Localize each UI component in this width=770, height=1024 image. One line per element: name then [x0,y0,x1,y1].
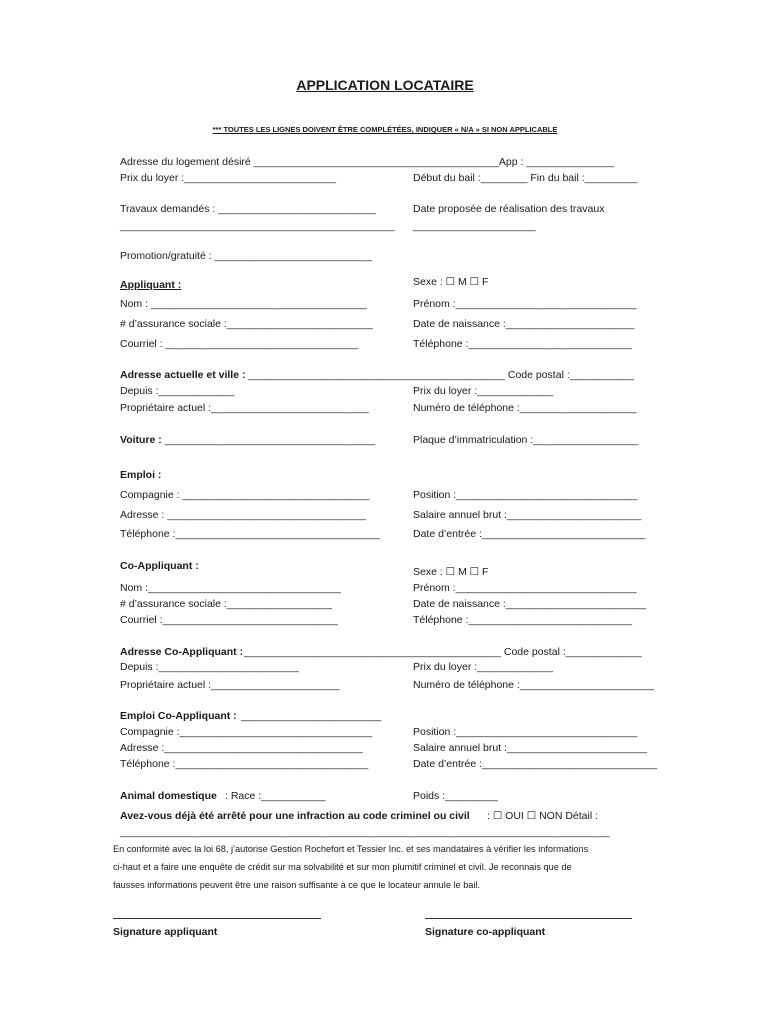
plaque-field[interactable]: Plaque d’immatriculation :__________________ [413,434,639,446]
co-emploi-field[interactable]: ________________________ [241,710,382,722]
depuis-field[interactable]: Depuis :_____________ [120,385,235,397]
co-nom-field[interactable]: Nom :_________________________________ [120,582,341,594]
appliquant-courriel-field[interactable]: Courriel : _________________________________ [120,338,359,350]
emploi-heading: Emploi : [120,469,162,481]
co-salaire-field[interactable]: Salaire annuel brut :________________________ [413,742,648,754]
co-assurance-field[interactable]: # d’assurance sociale :__________________ [120,598,332,610]
co-tel-proprietaire-field[interactable]: Numéro de téléphone :_______________________ [413,679,655,691]
prix-loyer-field[interactable]: Prix du loyer :__________________________ [120,172,337,184]
co-date-entree-field[interactable]: Date d’entrée :______________________________ [413,758,658,770]
tel-proprietaire-field[interactable]: Numéro de téléphone :____________________ [413,402,637,414]
debut-fin-bail-field[interactable]: Début du bail :________ Fin du bail :_________ [413,172,638,184]
promotion-field[interactable]: Promotion/gratuité : ___________________________ [120,250,373,262]
co-emploi-adresse-field[interactable]: Adresse :__________________________________ [120,742,363,754]
consent-paragraph [113,840,673,894]
co-courriel-field[interactable]: Courriel :______________________________ [120,614,338,626]
animal-race-field[interactable]: : Race :___________ [225,790,326,802]
co-emploi-label: Emploi Co-Appliquant : [120,710,237,722]
appliquant-naissance-field[interactable]: Date de naissance :______________________ [413,318,635,330]
form-title: APPLICATION LOCATAIRE [296,77,474,93]
appliquant-sexe-checkboxes[interactable]: Sexe : ☐ M ☐ F [413,276,489,288]
consent-line: fausses informations peuvent être une raison suffisante à ce que le locateur annule le bail. [113,880,481,890]
consent-line: En conformité avec la loi 68, j’autorise Gestion Rochefort et Tessier Inc. et ses mandataires à vérifier les informations [113,844,589,854]
infraction-detail-line[interactable]: ________________________________________________________________________________________ [120,827,610,838]
logement-adresse-field[interactable]: Adresse du logement désiré __________________________________________App : _______________ [120,156,614,168]
appliquant-prenom-field[interactable]: Prénom :_______________________________ [413,298,637,310]
co-depuis-field[interactable]: Depuis :________________________ [120,661,299,673]
travaux-extra-line[interactable]: _______________________________________________ [120,220,395,232]
adresse-actuelle-label: Adresse actuelle et ville : [120,369,246,381]
emploi-telephone-field[interactable]: Téléphone :___________________________________ [120,528,380,540]
proprietaire-field[interactable]: Propriétaire actuel :___________________________ [120,402,369,414]
appliquant-nom-field[interactable]: Nom : _____________________________________ [120,298,367,310]
co-adresse-field[interactable]: ____________________________________________ Code postal :_____________ [244,646,642,658]
consent-line: ci-haut et a faire une enquête de crédit sur ma solvabilité et sur mon plumitif criminel et civil. Je reconnais que de [113,862,572,872]
co-prenom-field[interactable]: Prénom :_______________________________ [413,582,637,594]
appliquant-assurance-field[interactable]: # d’assurance sociale :_________________________ [120,318,373,330]
emploi-compagnie-field[interactable]: Compagnie : ________________________________ [120,489,370,501]
co-appliquant-heading: Co-Appliquant : [120,560,199,572]
co-naissance-field[interactable]: Date de naissance :________________________ [413,598,646,610]
co-sexe-checkboxes[interactable]: Sexe : ☐ M ☐ F [413,566,489,578]
infraction-question: Avez-vous déjà été arrêté pour une infraction au code criminel ou civil [120,810,470,822]
date-travaux-line[interactable]: _____________________ [413,220,536,232]
signature-appliquant-label: Signature appliquant [113,926,218,938]
co-adresse-label: Adresse Co-Appliquant : [120,646,244,658]
co-prix-loyer-field[interactable]: Prix du loyer :_____________ [413,661,554,673]
signature-appliquant-line[interactable] [113,918,321,919]
emploi-salaire-field[interactable]: Salaire annuel brut :_______________________ [413,509,642,521]
co-emploi-telephone-field[interactable]: Téléphone :_________________________________ [120,758,369,770]
signature-co-appliquant-line[interactable] [425,918,632,919]
signature-co-appliquant-label: Signature co-appliquant [425,926,546,938]
infraction-options[interactable]: : ☐ OUI ☐ NON Détail : [487,810,599,822]
emploi-date-entree-field[interactable]: Date d’entrée :____________________________ [413,528,646,540]
appliquant-heading: Appliquant : [120,279,182,291]
emploi-adresse-field[interactable]: Adresse : __________________________________ [120,509,366,521]
co-compagnie-field[interactable]: Compagnie :_________________________________ [120,726,373,738]
date-travaux-label: Date proposée de réalisation des travaux [413,203,605,215]
adresse-actuelle-field[interactable]: ____________________________________________ Code postal :___________ [248,369,634,381]
voiture-label: Voiture : [120,434,162,446]
co-proprietaire-field[interactable]: Propriétaire actuel :______________________ [120,679,340,691]
co-position-field[interactable]: Position :_______________________________ [413,726,638,738]
co-telephone-field[interactable]: Téléphone :____________________________ [413,614,632,626]
travaux-demandes-field[interactable]: Travaux demandés : ___________________________ [120,203,376,215]
prix-loyer-actuel-field[interactable]: Prix du loyer :_____________ [413,385,554,397]
voiture-field[interactable]: ____________________________________ [165,434,376,446]
appliquant-telephone-field[interactable]: Téléphone :____________________________ [413,338,632,350]
completion-notice: *** TOUTES LES LIGNES DOIVENT ÊTRE COMPLÉTÉES, INDIQUER « N/A » SI NON APPLICABLE [212,125,558,134]
animal-label: Animal domestique [120,790,217,802]
animal-poids-field[interactable]: Poids :_________ [413,790,498,802]
emploi-position-field[interactable]: Position :_______________________________ [413,489,638,501]
